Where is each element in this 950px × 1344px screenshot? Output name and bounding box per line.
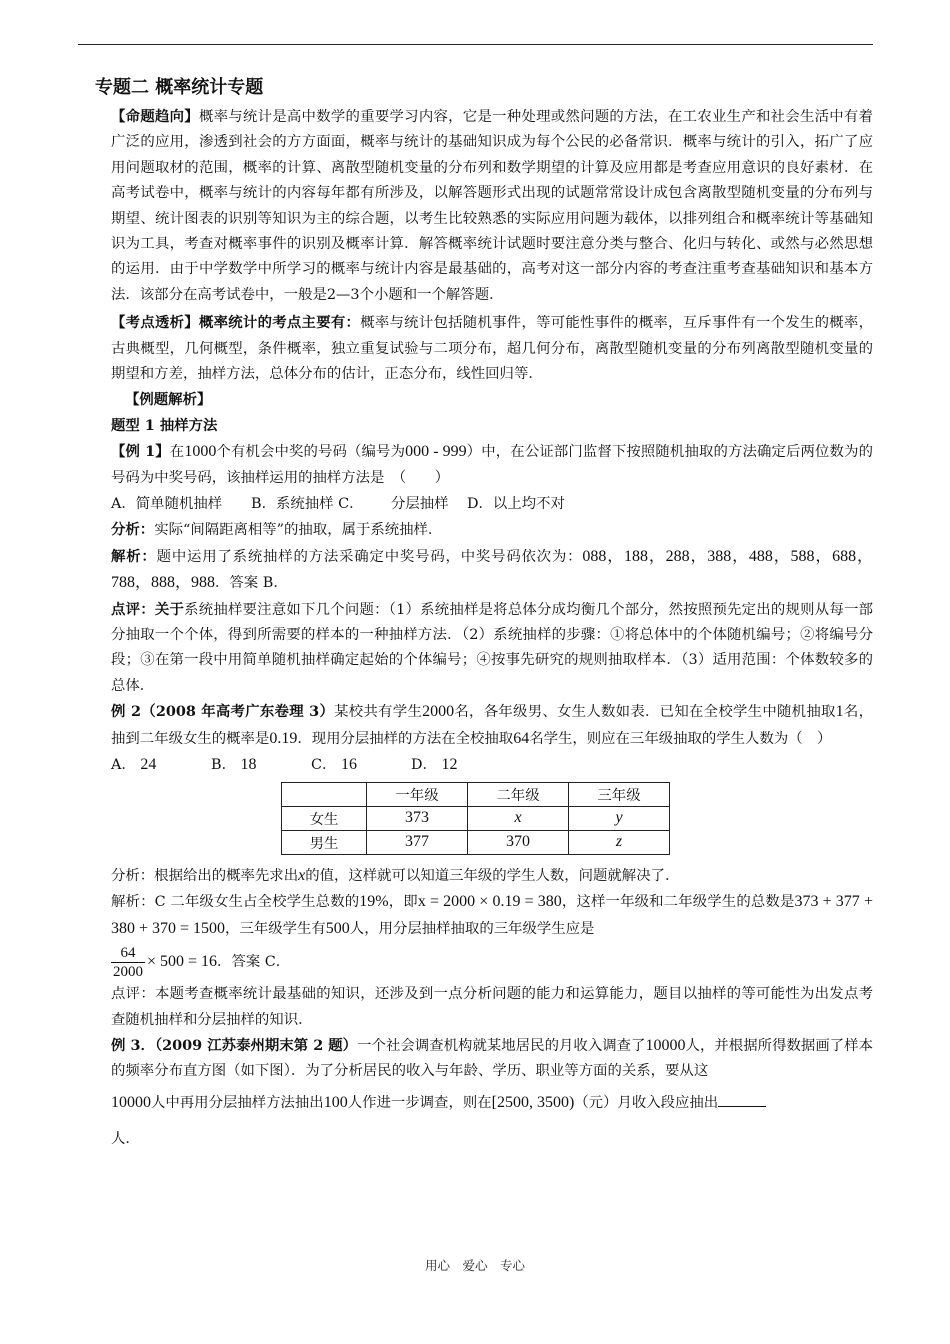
page-title: 专题二 概率统计专题: [95, 77, 264, 98]
trend-text: 概率与统计是高中数学的重要学习内容，它是一种处理或然问题的方法，在工农业生产和社会生活中有着广泛的应用，渗透到社会的方方面面，概率与统计的基础知识成为每个公民的必备常识．概率与统计的引入，拓广了应用问题取材的范围，概率的计算、离散型随机变量的分布列和数学期望的计算及应用都是考查应用意识的良好素材．在高考试卷中，概率与统计的内容每年都有所涉及，以解答题形式出现的试题常常设计成包含离散型随机变量的分布列与期望、统计图表的识别等知识为主的综合题，以考生比较熟悉的实际应用问题为载体，以排列组合和概率统计等基础知识为工具，考查对概率事件的识别及概率计算．解答概率统计试题时要注意分类与整合、化归与转化、或然与必然思想的运用．由于中学数学中所学习的概率与统计内容是最基础的，高考对这一部分内容的考查注重考查基础知识和基本方法．该部分在高考试卷中，一般是2—3个小题和一个解答题．: [111, 109, 873, 303]
ex2-option-c: [311, 752, 411, 778]
ex1-comment-label: 点评：关于: [111, 600, 185, 618]
ex2-option-a-value: 24: [140, 755, 157, 773]
ex1-numbers-2: 688，788，888，988: [111, 547, 873, 592]
ex2-q4: ．现用分层抽样的方法在全校抽取: [297, 730, 514, 747]
ex2-option-d-value: 12: [441, 755, 458, 773]
ex3-n10000b: 10000: [111, 1093, 151, 1111]
ex1-option-c: 分层抽样: [391, 496, 449, 513]
ex2-solution-fraction-line: [111, 942, 873, 982]
ex3-q2: 人，并根据所得数据画了样本的频率分布直方图（如下图）．为了分析居民的收入与年龄、学历、职业等方面的关系，要从这: [111, 1037, 873, 1080]
ex3-label: 例 3．（2009 江苏泰州期末第 2 题）: [111, 1036, 358, 1054]
table-cell: 370: [468, 830, 569, 854]
ex1-numbers-1: 088，188，288，388，488，588，: [582, 547, 833, 565]
grade-table: [281, 782, 670, 855]
ex1-q2: 个有机会中奖的号码（编号为: [216, 444, 406, 461]
ex2-fraction-numerator: 64: [111, 944, 145, 963]
ex3-q3: 人中再用分层抽样方法抽出: [151, 1094, 324, 1111]
ex2-option-a-letter: A．: [111, 756, 136, 773]
ex3-question-cont: [111, 1085, 873, 1121]
answer-blank[interactable]: [718, 1090, 766, 1107]
ex2-label: 例 2（2008 年高考广东卷理 3）: [111, 703, 335, 721]
ex1-analysis: [111, 517, 873, 543]
ex2-option-c-letter: C．: [311, 756, 337, 773]
table-cell: 女生: [282, 806, 367, 830]
ex2-option-c-value: 16: [340, 755, 357, 773]
table-cell: z: [569, 830, 670, 854]
ex2-analysis-b: 的值，这样就可以知道三年级的学生人数，问题就解决了．: [305, 867, 680, 884]
ex1-option-b: B．系统抽样 C．: [251, 496, 364, 513]
ex2-option-a: [111, 752, 211, 778]
header-rule: [78, 44, 873, 45]
document-body: [95, 76, 873, 1157]
ex3-q5: （元）月收入段应抽出: [574, 1094, 719, 1111]
ex3-n10000: 10000: [645, 1036, 686, 1054]
ex3-interval: [2500, 3500): [491, 1093, 575, 1111]
ex1-comment: [111, 597, 873, 700]
points-paragraph: [111, 310, 873, 387]
table-cell: 377: [367, 830, 468, 854]
page-footer: 用心 爱心 专心: [424, 1258, 525, 1273]
ex2-n64: 64: [513, 729, 530, 747]
table-header-cell: [282, 782, 367, 806]
ex3-n100: 100: [323, 1093, 348, 1111]
ex2-option-b-letter: B．: [211, 756, 236, 773]
ex2-options: [111, 752, 873, 778]
ex2-option-b: [211, 752, 311, 778]
table-cell: 373: [367, 806, 468, 830]
ex1-analysis-text: 实际“间隔距离相等”的抽取，属于系统抽样．: [154, 522, 443, 539]
table-header-cell: 二年级: [468, 782, 569, 806]
table-row: [282, 830, 670, 854]
table-row: [282, 806, 670, 830]
ex3-end: 人．: [111, 1130, 140, 1147]
ex2-pct: 19%: [359, 893, 389, 911]
table-header-row: [282, 782, 670, 806]
ex2-sol5: 人，用分层抽样抽取的三年级学生应是: [349, 920, 595, 937]
trend-label: 【命题趋向】: [111, 108, 199, 125]
ex2-q1: 某校共有学生: [334, 704, 423, 721]
ex2-sol4: ，三年级学生有: [225, 920, 326, 937]
table-header-cell: 三年级: [569, 782, 670, 806]
ex2-n500: 500: [325, 919, 350, 937]
ex2-sol2: ，即: [388, 894, 418, 911]
ex1-solution-answer: ．答案 B．: [215, 575, 288, 592]
ex2-q5: 名学生，则应在三年级抽取的学生人数为（ ）: [529, 730, 832, 747]
table-cell: y: [569, 806, 670, 830]
ex2-option-d-letter: D．: [411, 756, 437, 773]
ex1-q3: ）中，在公证部门监督下按照随机抽取的方法确定后两位数为的号码为中奖号码，该抽样运用的抽样方法是 （ ）: [111, 444, 873, 486]
ex1-solution: [111, 544, 873, 597]
ex2-n2000: 2000: [422, 703, 455, 721]
points-label: 【考点透析】概率统计的考点主要有：: [111, 314, 361, 332]
ex2-q3: 名，抽到二年级女生的概率是: [111, 704, 873, 747]
ex3-q1: 一个社会调查机构就某地居民的月收入调查了: [357, 1037, 646, 1054]
ex1-solution-label: 解析：: [111, 547, 157, 565]
ex1-question: [111, 439, 873, 491]
trend-paragraph: [111, 104, 873, 308]
ex1-range: 000 - 999: [405, 443, 467, 461]
ex3-q4: 人作进一步调查，则在: [347, 1094, 492, 1111]
table-cell: 男生: [282, 830, 367, 854]
type1-heading: 题型 1 抽样方法: [111, 417, 218, 435]
ex1-comment-text: 系统抽样要注意如下几个问题：（1）系统抽样是将总体分成均衡几个部分，然按照预先定出的规则从每一部分抽取一个个体，得到所需要的样本的一种抽样方法．（2）系统抽样的步骤：①将总体中的个体随机编号；②将编号分段；③在第一段中用简单随机抽样确定起始的个体编号；④按事先研究的规则抽取样本．（3）适用范围：个体数较多的总体．: [111, 601, 873, 694]
ex2-comment: 点评：本题考查概率统计最基础的知识，还涉及到一点分析问题的能力和运算能力，题目以抽样的等可能性为出发点考查随机抽样和分层抽样的知识．: [111, 986, 873, 1028]
ex2-question: [111, 699, 873, 752]
ex1-label: 【例 1】: [111, 443, 170, 461]
ex2-sol1: 解析：C 二年级女生占全校学生总数的: [111, 894, 360, 911]
examples-heading: 【例题解析】: [125, 391, 212, 409]
ex2-option-d: [411, 752, 458, 778]
ex2-sol3: ，这样一年级和二年级学生的总数是: [561, 894, 795, 911]
ex2-analysis-a: 分析：根据给出的概率先求出: [111, 867, 299, 884]
ex2-q2: 名，各年级男、女生人数如表．已知在全校学生中随机抽取: [454, 704, 836, 721]
ex1-option-d: D．以上均不对: [467, 496, 565, 513]
ex2-fraction: [111, 944, 145, 981]
ex1-option-a: A．简单随机抽样: [111, 496, 223, 513]
table-cell: x: [468, 806, 569, 830]
ex3-question: [111, 1033, 873, 1085]
ex2-eq3: × 500 = 16: [147, 953, 218, 971]
ex1-analysis-label: 分析：: [111, 521, 155, 539]
ex2-solution: [111, 889, 873, 942]
ex2-eq2: 373 + 377 + 380 + 370 = 1500: [111, 893, 873, 937]
ex2-fraction-denominator: 2000: [113, 963, 143, 980]
points-text: 概率与统计包括随机事件，等可能性事件的概率，互斥事件有一个发生的概率，古典概型，几何概型，条件概率，独立重复试验与二项分布，超几何分布，离散型随机变量的分布列离散型随机变量的期望和方差，抽样方法，总体分布的估计，正态分布，线性回归等．: [111, 315, 873, 383]
ex1-q1: 在: [169, 444, 185, 461]
ex1-n1000: 1000: [184, 443, 217, 461]
ex2-analysis: [111, 863, 873, 889]
ex1-options: [111, 491, 873, 517]
ex2-option-b-value: 18: [240, 755, 257, 773]
ex2-probability: 0.19: [269, 729, 298, 747]
table-header-cell: 一年级: [367, 782, 468, 806]
ex2-n1: 1: [835, 703, 844, 721]
ex2-eq1: x = 2000 × 0.19 = 380: [417, 893, 562, 911]
ex1-solution-text: 题中运用了系统抽样的方法采确定中奖号码，中奖号码依次为：: [156, 548, 583, 565]
ex2-analysis-x: x: [298, 866, 306, 884]
ex2-sol6: ．答案 C．: [217, 954, 291, 971]
